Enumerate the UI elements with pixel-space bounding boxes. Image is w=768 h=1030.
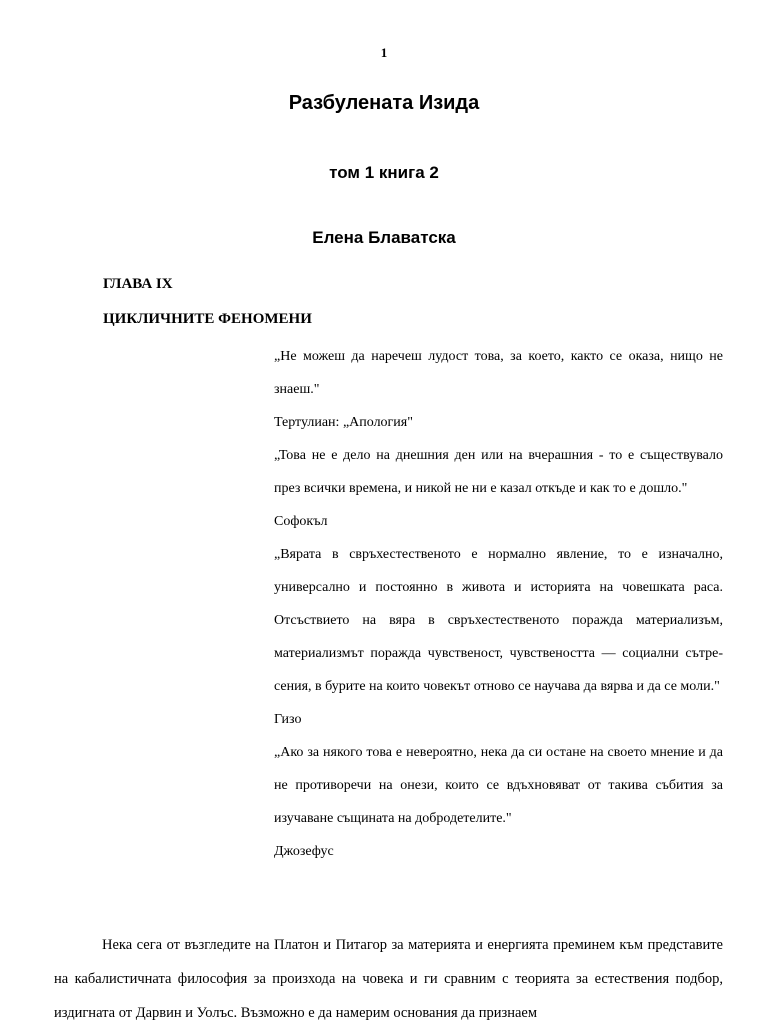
epigraph-quote: „Това не е дело на днешния ден или на вчерашния - то е съществувало през всички времена, и никой не ни е казал откъде и как то е дошло." [274,448,723,496]
epigraph-quote: „Вярата в свръхестественото е нормално явление, то е изначално, универсално и постоянно в живота и историята на човешката раса. Отсъствието на вяра в свръхестественото поражда материализъм, материализмът поражда чувственост, чувствеността — социални сътре-сения, в бурите на които човекът отново се научава да вярва и да се моли." [274,547,723,694]
chapter-number: ГЛАВА IX [103,276,173,292]
epigraphs-block [274,340,723,868]
epigraph-source: Софокъл [274,514,328,529]
chapter-title: ЦИКЛИЧНИТЕ ФЕНОМЕНИ [103,311,312,327]
epigraph-source: Гизо [274,712,302,727]
body-text [54,928,723,1030]
epigraph-quote: „Не можеш да наречеш лудост това, за което, както се оказа, нищо не знаеш." [274,349,723,397]
body-paragraph: Нека сега от възгледите на Платон и Питагор за материята и енергията преминем към представите на кабалистичната философия за произхода на човека и ги сравним с теорията за естествения подбор, издигната от Дарвин и Уолъс. Възможно е да намерим основания да признаем [54,937,723,1021]
author-name: Елена Блаватска [312,228,456,247]
page-number: 1 [380,45,388,60]
book-subtitle: том 1 книга 2 [329,163,439,182]
book-title: Разбулената Изида [288,92,480,114]
epigraph-quote: „Ако за някого това е невероятно, нека да си остане на своето мнение и да не противоречи на онези, които се вдъхновяват от такива събития за изучаване същината на добродетелите." [274,745,723,826]
epigraph-source: Джозефус [274,844,334,859]
epigraph-source: Тертулиан: „Апология" [274,415,413,430]
